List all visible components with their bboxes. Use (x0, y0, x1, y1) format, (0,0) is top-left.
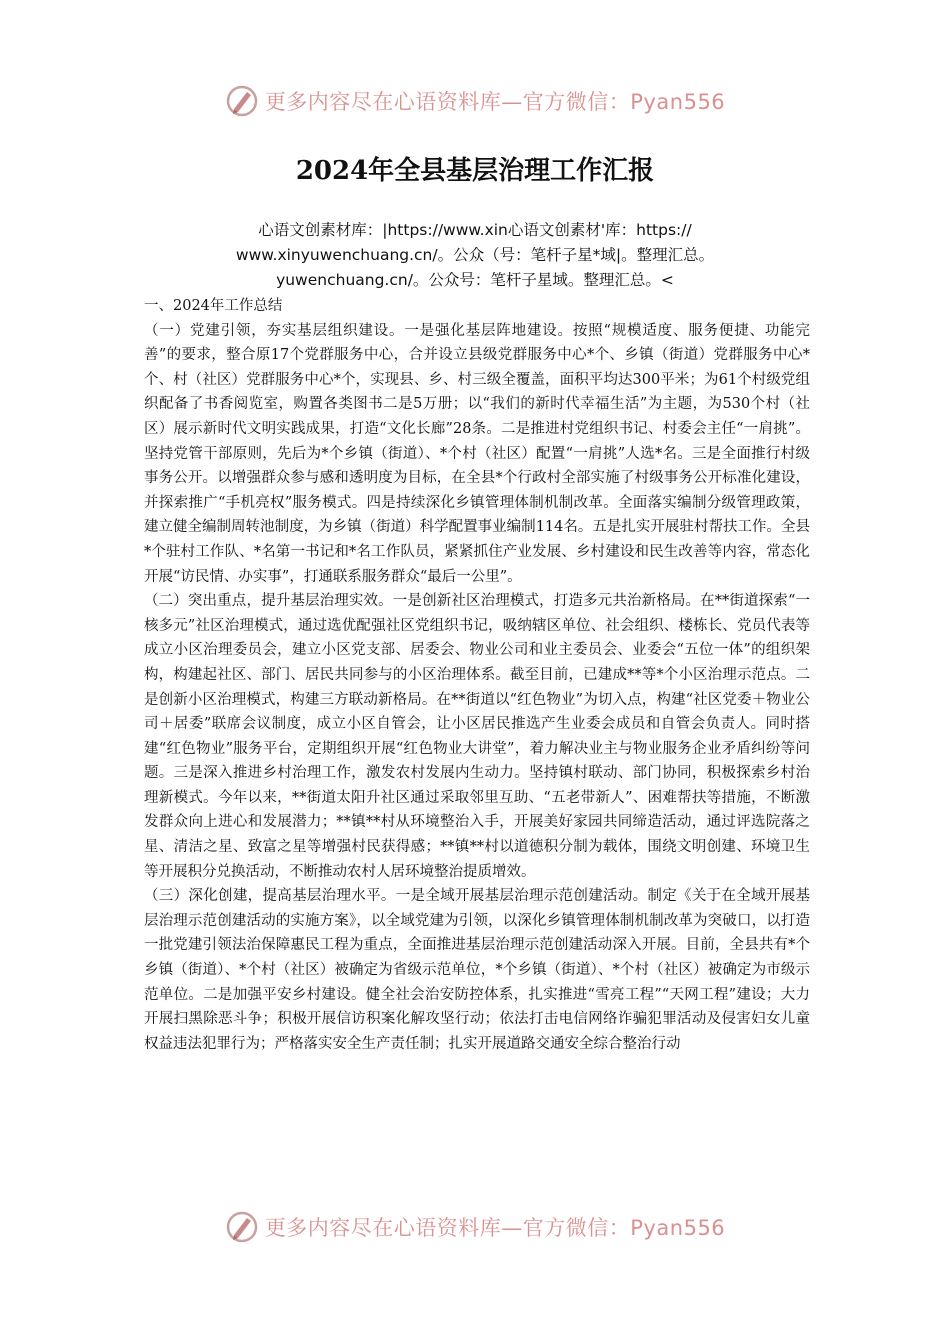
footer-banner (0, 1210, 950, 1244)
section-heading: 一、2024年工作总结 (144, 298, 283, 314)
source-notice (150, 218, 800, 293)
pen-in-circle-icon (225, 84, 259, 118)
paragraph: （二）突出重点，提升基层治理实效。一是创新社区治理模式，打造多元共治新格局。在**街道探索“一核多元”社区治理模式，通过选优配强社区党组织书记，吸纳辖区单位、社会组织、楼栋长、党员代表等成立小区治理委员会，建立小区党支部、居委会、物业公司和业主委员会、业委会“五位一体”的组织架构，构建起社区、部门、居民共同参与的小区治理体系。截至目前，已建成**等*个小区治理示范点。二是创新小区治理模式，构建三方联动新格局。在**街道以“红色物业”为切入点，构建“社区党委＋物业公司＋居委”联席会议制度，成立小区自管会，让小区居民推选产生业委会成员和自管会负责人。同时搭建“红色物业”服务平台，定期组织开展“红色物业大讲堂”，着力解决业主与物业服务企业矛盾纠纷等问题。三是深入推进乡村治理工作，激发农村发展内生动力。坚持镇村联动、部门协同，积极探索乡村治理新模式。今年以来，**街道太阳升社区通过采取邻里互助、“五老带新人”、困难帮扶等措施，不断激发群众向上进心和发展潜力；**镇**村从环境整治入手，开展美好家园共同缔造活动，通过评选院落之星、清洁之星、致富之星等增强村民获得感；**镇**村以道德积分制为载体，围绕文明创建、环境卫生等开展积分兑换活动，不断推动农村人居环境整治提质增效。 (144, 593, 810, 880)
pen-in-circle-icon (225, 1210, 259, 1244)
paragraph: （一）党建引领，夯实基层组织建设。一是强化基层阵地建设。按照“规模适度、服务便捷、功能完善”的要求，整合原17个党群服务中心，合并设立县级党群服务中心*个、乡镇（街道）党群服务中心*个、村（社区）党群服务中心*个，实现县、乡、村三级全覆盖，面积平均达300平米；为61个村级党组织配备了书香阅览室，购置各类图书二是5万册；以“我们的新时代幸福生活”为主题，为530个村（社区）展示新时代文明实践成果，打造“文化长廊”28条。二是推进村党组织书记、村委会主任“一肩挑”。坚持党管干部原则，先后为*个乡镇（街道）、*个村（社区）配置“一肩挑”人选*名。三是全面推行村级事务公开。以增强群众参与感和透明度为目标，在全县*个行政村全部实施了村级事务公开标准化建设，并探索推广“手机亮权”服务模式。四是持续深化乡镇管理体制机制改革。全面落实编制分级管理政策，建立健全编制周转池制度，为乡镇（街道）科学配置事业编制114名。五是扎实开展驻村帮扶工作。全县*个驻村工作队、*名第一书记和*名工作队员，紧紧抓住产业发展、乡村建设和民生改善等内容，常态化开展“访民情、办实事”，打通联系服务群众“最后一公里”。 (144, 322, 810, 585)
page-title: 2024年全县基层治理工作汇报 (295, 156, 655, 186)
header-banner (0, 84, 950, 118)
source-line: yuwenchuang.cn/。公众号：笔杆子星域。整理汇总。< (276, 271, 674, 289)
paragraph: （三）深化创建，提高基层治理水平。一是全域开展基层治理示范创建活动。制定《关于在全域开展基层治理示范创建活动的实施方案》，以全域党建为引领，以深化乡镇管理体制机制改革为突破口，以打造一批党建引领法治保障惠民工程为重点，全面推进基层治理示范创建活动深入开展。目前，全县共有*个乡镇（街道）、*个村（社区）被确定为省级示范单位，*个乡镇（街道）、*个村（社区）被确定为市级示范单位。二是加强平安乡村建设。健全社会治安防控体系，扎实推进“雪亮工程”“天网工程”建设；大力开展扫黑除恶斗争；积极开展信访积案化解攻坚行动；依法打击电信网络诈骗犯罪活动及侵害妇女儿童权益违法犯罪行为；严格落实安全生产责任制；扎实开展道路交通安全综合整治行动 (144, 888, 810, 1052)
source-line: 心语文创素材库：|https://www.xin心语文创素材'库：https:// (258, 221, 692, 239)
header-banner-text: 更多内容尽在心语资料库—官方微信：Pyan556 (264, 90, 726, 114)
footer-banner-text: 更多内容尽在心语资料库—官方微信：Pyan556 (264, 1216, 726, 1240)
document-body (144, 294, 810, 1056)
source-line: www.xinyuwenchuang.cn/。公众（号：笔杆子星*域|。整理汇总。 (235, 246, 715, 264)
